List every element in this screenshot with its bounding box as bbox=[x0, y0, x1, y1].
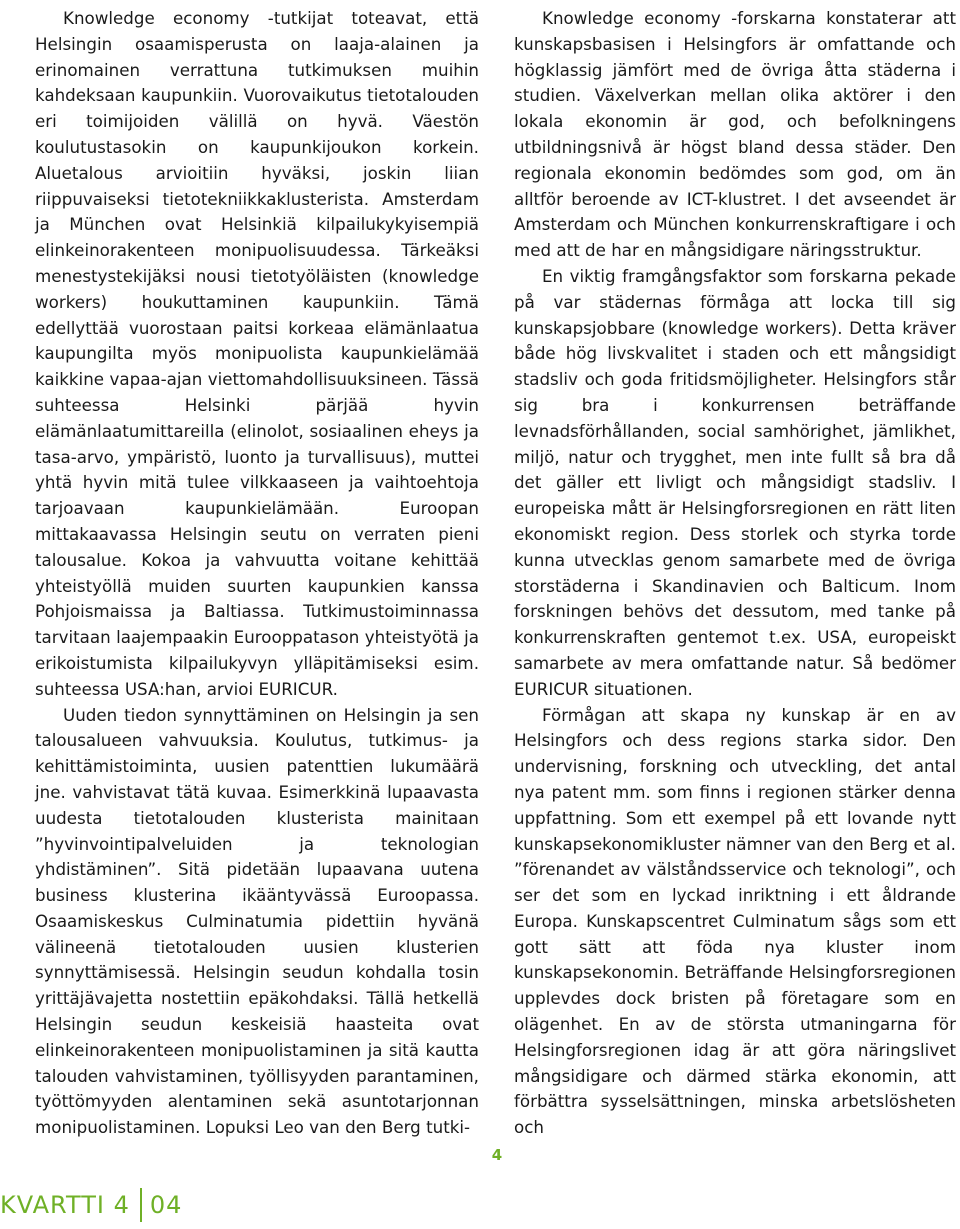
paragraph: Förmågan att skapa ny kunskap är en av Helsingfors och dess regions starka sidor. Den undervisning, forskning och utveckling, det antal nya patent mm. som finns i regionen stärker denna uppfattning. Som ett exempel på ett lovande nytt kunskapsekonomikluster nämner van den Berg et al. ”förenandet av välståndsservice och teknologi”, och ser det som en lyckad inriktning i ett åldrande Europa. Kunskapscentret Culminatum sågs som ett gott sätt att föda nya kluster inom kunskapsekonomin. Beträffande Helsingforsregionen upplevdes dock bristen på företagare som en olägenhet. En av de största utmaningarna för Helsingforsregionen idag är att göra näringslivet mångsidigare och därmed stärka ekonomin, att förbättra sysselsättningen, minska arbetslösheten och bbox=[514, 704, 956, 1138]
issue-year: 04 bbox=[149, 1191, 183, 1219]
paragraph: Uuden tiedon synnyttäminen on Helsingin ja sen talousalueen vahvuuksia. Koulutus, tutkimus- ja kehittämistoiminta, uusien patenttien lukumäärä jne. vahvistavat tätä kuvaa. Esimerkkinä lupaavasta uudesta tietotalouden klusterista mainitaan ”hyvinvointipalveluiden ja teknologian yhdistäminen”. Sitä pidetään lupaavana uutena business klusterina ikääntyvässä Euroopassa. Osaamiskeskus Culminatumia pidettiin hyvänä välineenä tietotalouden uusien klusterien synnyttämisessä. Helsingin seudun kohdalla tosin yrittäjävajetta nostettiin epäkohdaksi. Tällä hetkellä Helsingin seudun keskeisiä haasteita ovat elinkeinorakenteen monipuolistaminen ja sitä kautta talouden vahvistaminen, työllisyyden parantaminen, työttömyyden alentaminen sekä asuntotarjonnan monipuolistaminen. Lopuksi Leo van den Berg tutki- bbox=[35, 704, 479, 1138]
finnish-text-column bbox=[35, 6, 479, 1141]
page-number: 4 bbox=[491, 1146, 503, 1164]
paragraph: Knowledge economy -tutkijat toteavat, että Helsingin osaamisperusta on laaja-alainen ja erinomainen verrattuna tutkimuksen muihin kahdeksaan kaupunkiin. Vuorovaikutus tietotalouden eri toimijoiden välillä on hyvä. Väestön koulutustasokin on kaupunkijoukon korkein. Aluetalous arvioitiin hyväksi, joskin liian riippuvaiseksi tietotekniikkaklusterista. Amsterdam ja München ovat Helsinkiä kilpailukykyisempiä elinkeinorakenteen monipuolisuudessa. Tärkeäksi menestystekijäksi nousi tietotyöläisten (knowledge workers) houkuttaminen kaupunkiin. Tämä edellyttää vuorostaan paitsi korkeaa elämänlaatua kaupungilta myös monipuolista kaupunkielämää kaikkine vapaa-ajan viettomahdollisuuksineen. Tässä suhteessa Helsinki pärjää hyvin elämänlaatumittareilla (elinolot, sosiaalinen eheys ja tasa-arvo, ympäristö, luonto ja turvallisuus), muttei yhtä hyvin mitä tulee vilkkaaseen ja vaihtoehtoja tarjoavaan kaupunkielämään. Euroopan mittakaavassa Helsingin seutu on verraten pieni talousalue. Kokoa ja vahvuutta voitane kehittää yhteistyöllä muiden suurten kaupunkien kanssa Pohjoismaissa ja Baltiassa. Tutkimustoiminnassa tarvitaan laajempaakin Eurooppatason yhteistyötä ja erikoistumista kilpailukyvyn ylläpitämiseksi esim. suhteessa USA:han, arvioi EURICUR. bbox=[35, 8, 479, 699]
magazine-name: KVARTTI 4 bbox=[0, 1191, 130, 1219]
paragraph: Knowledge economy -forskarna konstaterar att kunskapsbasisen i Helsingfors är omfattande och högklassig jämfört med de övriga åtta städerna i studien. Växelverkan mellan olika aktörer i den lokala ekonomin är god, och befolkningens utbildningsnivå är högst bland dessa städer. Den regionala ekonomin bedömdes som god, om än alltför beroende av ICT-klustret. I det avseendet är Amsterdam och München konkurrenskraftigare i och med att de har en mångsidigare näringsstruktur. bbox=[514, 8, 956, 261]
footer-brand bbox=[0, 1188, 182, 1222]
footer-divider bbox=[140, 1188, 142, 1222]
swedish-text-column bbox=[514, 6, 956, 1141]
paragraph: En viktig framgångsfaktor som forskarna pekade på var städernas förmåga att locka till sig kunskapsjobbare (knowledge workers). Detta kräver både hög livskvalitet i staden och ett mångsidigt stadsliv och goda fritidsmöjligheter. Helsingfors står sig bra i konkurrensen beträffande levnadsförhållanden, social samhörighet, jämlikhet, miljö, natur och trygghet, men inte fullt så bra då det gäller ett livligt och mångsidigt stadsliv. I europeiska mått är Helsingforsregionen en rätt liten ekonomiskt region. Dess storlek och styrka torde kunna utvecklas genom samarbete med de övriga storstäderna i Skandinavien och Balticum. Inom forskningen behövs det dessutom, med tanke på konkurrenskraften gentemot t.ex. USA, europeiskt samarbete av mera omfattande natur. Så bedömer EURICUR situationen. bbox=[514, 265, 956, 699]
